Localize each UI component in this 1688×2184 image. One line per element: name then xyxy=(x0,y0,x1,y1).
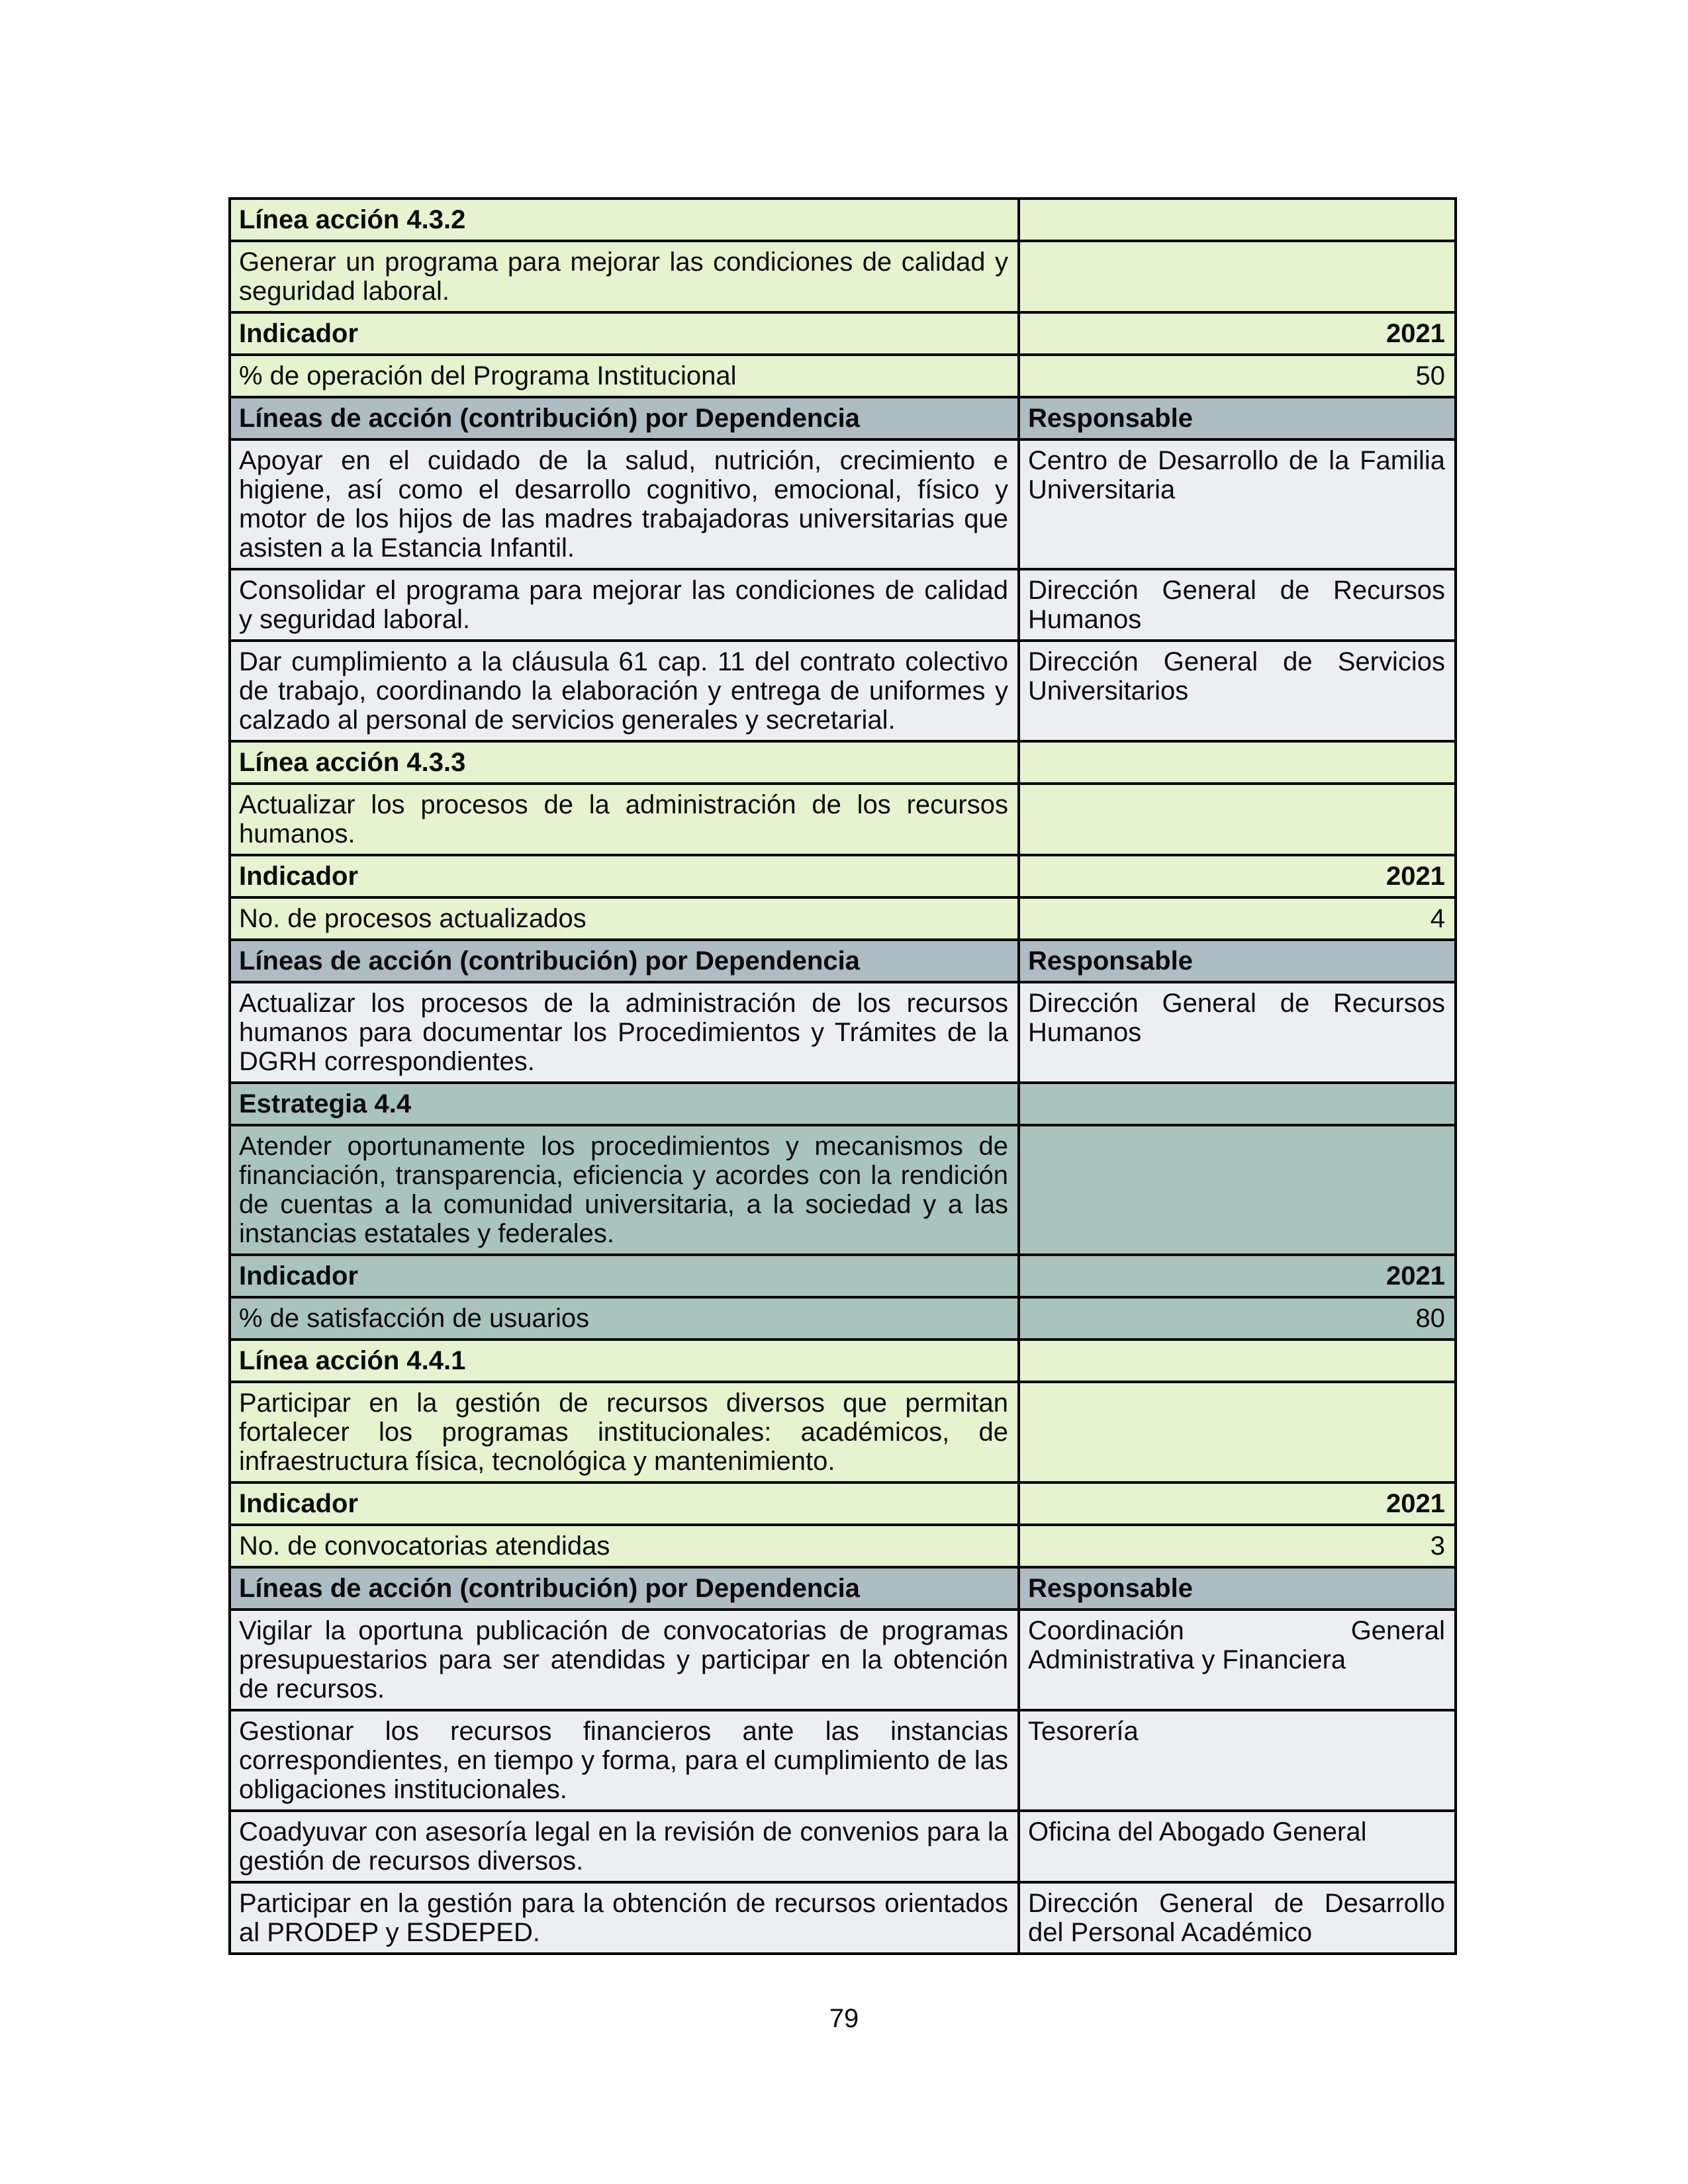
responsible-value-cell: 3 xyxy=(1019,1525,1456,1567)
action-text-cell: Participar en la gestión para la obtención de recursos orientados al PRODEP y ESDEPED. xyxy=(230,1882,1019,1954)
responsible-value-cell: 2021 xyxy=(1019,1255,1456,1297)
responsible-value-cell xyxy=(1019,199,1456,241)
action-text-cell: Gestionar los recursos financieros ante las instancias correspondientes, en tiempo y forma, para el cumplimiento de las obligaciones institucionales. xyxy=(230,1710,1019,1811)
action-text-cell: Apoyar en el cuidado de la salud, nutrición, crecimiento e higiene, así como el desarrollo cognitivo, emocional, físico y motor de los hijos de las madres trabajadoras universitarias que asisten a la Estancia Infantil. xyxy=(230,439,1019,569)
responsible-value-cell: 80 xyxy=(1019,1297,1456,1340)
responsible-value-cell: Dirección General de Desarrollo del Personal Académico xyxy=(1019,1882,1456,1954)
responsible-value-cell: Oficina del Abogado General xyxy=(1019,1811,1456,1882)
action-text-cell: Línea acción 4.3.3 xyxy=(230,741,1019,784)
table-row-value xyxy=(230,355,1456,397)
action-text-cell: Participar en la gestión de recursos diversos que permitan fortalecer los programas institucionales: académicos, de infraestructura física, tecnológica y mantenimiento. xyxy=(230,1382,1019,1482)
table-row-dep xyxy=(230,439,1456,569)
responsible-value-cell: Tesorería xyxy=(1019,1710,1456,1811)
action-text-cell: % de satisfacción de usuarios xyxy=(230,1297,1019,1340)
table-row-title xyxy=(230,1340,1456,1382)
responsible-value-cell: Responsable xyxy=(1019,1567,1456,1610)
responsible-value-cell xyxy=(1019,741,1456,784)
table-row-desc xyxy=(230,241,1456,312)
action-text-cell: % de operación del Programa Institucional xyxy=(230,355,1019,397)
action-text-cell: Indicador xyxy=(230,855,1019,897)
table-row-dep xyxy=(230,1882,1456,1954)
action-text-cell: Líneas de acción (contribución) por Dependencia xyxy=(230,1567,1019,1610)
action-text-cell: Indicador xyxy=(230,1482,1019,1525)
table-row-indicator xyxy=(230,1482,1456,1525)
action-text-cell: Actualizar los procesos de la administración de los recursos humanos para documentar los Procedimientos y Trámites de la DGRH correspondientes. xyxy=(230,982,1019,1083)
action-text-cell: Dar cumplimiento a la cláusula 61 cap. 11 del contrato colectivo de trabajo, coordinando la elaboración y entrega de uniformes y calzado al personal de servicios generales y secretarial. xyxy=(230,641,1019,741)
responsible-value-cell: Dirección General de Recursos Humanos xyxy=(1019,982,1456,1083)
table-row-desc xyxy=(230,1382,1456,1482)
table-row-indicator xyxy=(230,855,1456,897)
table-row-dep xyxy=(230,1710,1456,1811)
table-row-desc xyxy=(230,1125,1456,1255)
responsible-value-cell xyxy=(1019,1125,1456,1255)
responsible-value-cell: 2021 xyxy=(1019,312,1456,355)
strategic-plan-table xyxy=(228,197,1457,1955)
table-row-dep xyxy=(230,982,1456,1083)
table-row-dep xyxy=(230,569,1456,641)
responsible-value-cell xyxy=(1019,1083,1456,1125)
responsible-value-cell: 4 xyxy=(1019,897,1456,940)
responsible-value-cell: Responsable xyxy=(1019,940,1456,982)
table-row-value xyxy=(230,1297,1456,1340)
table-row-dep-header xyxy=(230,397,1456,439)
responsible-value-cell: 2021 xyxy=(1019,855,1456,897)
table-row-dep-header xyxy=(230,1567,1456,1610)
action-text-cell: Indicador xyxy=(230,312,1019,355)
page-number: 79 xyxy=(829,2004,859,2033)
responsible-value-cell: Dirección General de Servicios Universitarios xyxy=(1019,641,1456,741)
responsible-value-cell: Coordinación General Administrativa y Financiera xyxy=(1019,1610,1456,1710)
table-row-desc xyxy=(230,784,1456,855)
table-row-title xyxy=(230,741,1456,784)
action-text-cell: Indicador xyxy=(230,1255,1019,1297)
responsible-value-cell xyxy=(1019,1340,1456,1382)
table-row-indicator xyxy=(230,312,1456,355)
table-row-dep xyxy=(230,641,1456,741)
responsible-value-cell: Centro de Desarrollo de la Familia Universitaria xyxy=(1019,439,1456,569)
action-text-cell: No. de convocatorias atendidas xyxy=(230,1525,1019,1567)
table-row-value xyxy=(230,1525,1456,1567)
responsible-value-cell: Dirección General de Recursos Humanos xyxy=(1019,569,1456,641)
table-row-dep xyxy=(230,1610,1456,1710)
action-text-cell: Actualizar los procesos de la administración de los recursos humanos. xyxy=(230,784,1019,855)
table-row-dep-header xyxy=(230,940,1456,982)
table-row-dep xyxy=(230,1811,1456,1882)
action-text-cell: Coadyuvar con asesoría legal en la revisión de convenios para la gestión de recursos diversos. xyxy=(230,1811,1019,1882)
action-text-cell: Líneas de acción (contribución) por Dependencia xyxy=(230,397,1019,439)
responsible-value-cell: 50 xyxy=(1019,355,1456,397)
action-text-cell: Consolidar el programa para mejorar las condiciones de calidad y seguridad laboral. xyxy=(230,569,1019,641)
action-text-cell: Líneas de acción (contribución) por Dependencia xyxy=(230,940,1019,982)
responsible-value-cell xyxy=(1019,241,1456,312)
action-text-cell: Línea acción 4.3.2 xyxy=(230,199,1019,241)
table-row-title xyxy=(230,1083,1456,1125)
responsible-value-cell: Responsable xyxy=(1019,397,1456,439)
action-text-cell: Vigilar la oportuna publicación de convocatorias de programas presupuestarios para ser atendidas y participar en la obtención de recursos. xyxy=(230,1610,1019,1710)
responsible-value-cell: 2021 xyxy=(1019,1482,1456,1525)
table-row-title xyxy=(230,199,1456,241)
table-row-indicator xyxy=(230,1255,1456,1297)
responsible-value-cell xyxy=(1019,784,1456,855)
responsible-value-cell xyxy=(1019,1382,1456,1482)
action-text-cell: No. de procesos actualizados xyxy=(230,897,1019,940)
action-text-cell: Generar un programa para mejorar las condiciones de calidad y seguridad laboral. xyxy=(230,241,1019,312)
action-text-cell: Estrategia 4.4 xyxy=(230,1083,1019,1125)
action-text-cell: Línea acción 4.4.1 xyxy=(230,1340,1019,1382)
table-row-value xyxy=(230,897,1456,940)
action-text-cell: Atender oportunamente los procedimientos y mecanismos de financiación, transparencia, eficiencia y acordes con la rendición de cuentas a la comunidad universitaria, a la sociedad y a las instancias estatales y federales. xyxy=(230,1125,1019,1255)
